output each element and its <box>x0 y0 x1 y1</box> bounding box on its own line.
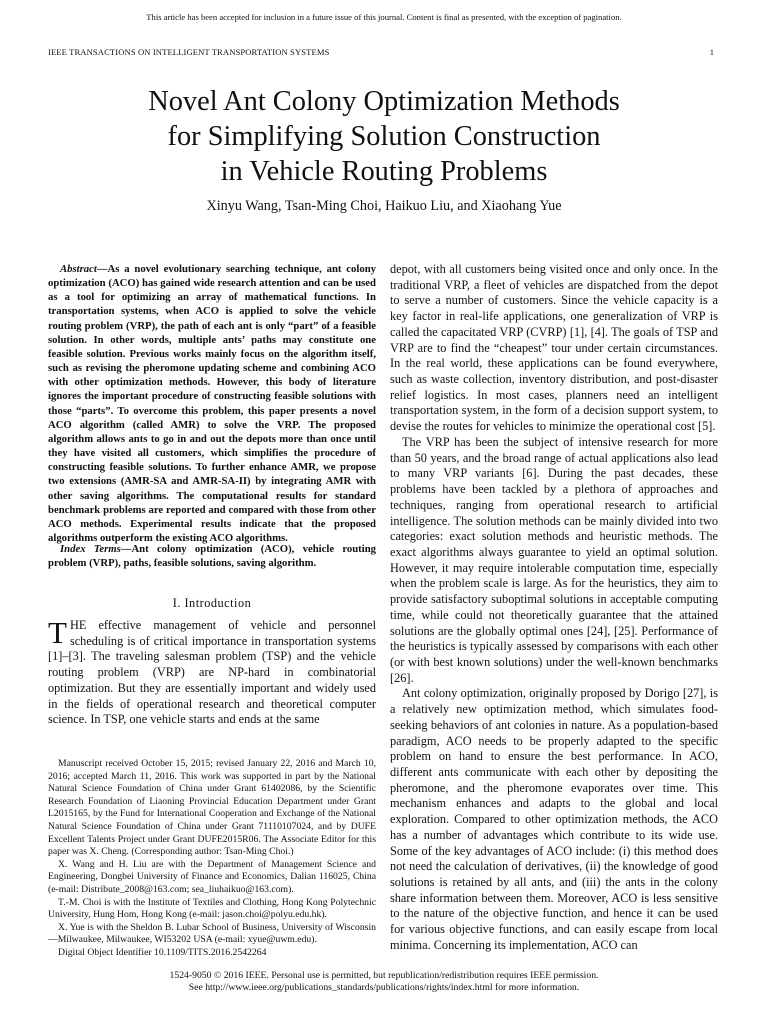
body-paragraph: Ant colony optimization, originally proposed by Dorigo [27], is a relatively new optimization method, which simulates food-seeking behaviors of ant colonies in nature. As a population-based paradigm, ACO needs to be properly adapted to the specific problem on hand to ensure the best performance. In ACO, different ants communicate with each other by depositing the pheromone, and the pheromone evaporates over time. This mechanism enhances and adapts to the global and local exploration. Compared to other optimization methods, the ACO has a number of advantages which contribute to its wide use. Some of the key advantages of ACO include: (i) this method does not need the calculation of derivatives, (ii) the knowledge of good solutions is retained by all ants, and (iii) the ants in the colony share information between them. Moreover, ACO is less sensitive to the nature of the objective function, and hence it can be used for various objective functions, and can easily escape from local minima. Concerning its implementation, ACO can <box>390 686 718 952</box>
author-list: Xinyu Wang, Tsan-Ming Choi, Haikuo Liu, and Xiaohang Yue <box>206 198 562 214</box>
acceptance-note: This article has been accepted for inclusion in a future issue of this journal. Content is final as presented, with the exception of pagination. <box>146 12 622 22</box>
footnote: Digital Object Identifier 10.1109/TITS.2016.2542264 <box>58 946 267 958</box>
journal-running-head: IEEE TRANSACTIONS ON INTELLIGENT TRANSPORTATION SYSTEMS <box>48 47 330 57</box>
abstract-label: Abstract <box>60 263 97 275</box>
footnote: Manuscript received October 15, 2015; revised January 22, 2016 and March 10, 2016; accepted March 11, 2016. This work was supported in part by the National Natural Science Foundation of China under Grant 61402086, by the Scientific Research Foundation of Liaoning Provincial Education Department under Grant L2015165, by the Fund for International Cooperation and Exchange of the National Natural Science Foundation of China under Grant 71110107024, and by DUFE Excellent Talents Project under Grant DUFE2015R06. The Associate Editor for this paper was X. Cheng. (Corresponding author: Tsan-Ming Choi.) <box>48 758 376 858</box>
body-paragraph: The VRP has been the subject of intensive research for more than 50 years, and the broad range of actual applications also lead to many VRP variants [6]. During the past decades, these problems have been tackled by a plethora of approaches and techniques, ranging from operational research to artificial intelligence. The solution methods can be mainly divided into two categories: exact solution methods and heuristic methods. The exact algorithms always guarantee to yield an optimal solution. However, it may require intolerable computation time, especially when the problem scale is large. As for the heuristics, they aim to provide satisfactory suboptimal solutions in acceptable computing time, while could not theoretically guarantee that the attained solutions are the globally optimal ones [24], [25]. Performance of the heuristics is typically assessed by comparisons with each other (or with best known solutions) under the well-known benchmarks [26]. <box>390 434 718 685</box>
title-line: in Vehicle Routing Problems <box>220 156 548 187</box>
section-heading: I. Introduction <box>172 596 252 610</box>
abstract-text: —As a novel evolutionary searching technique, ant colony optimization (ACO) has gained wide research attention and can be used as a tool for optimizing an array of mathematical functions. In transportation systems, when ACO is applied to solve the vehicle routing problem (VRP), the path of each ant is only “part” of a feasible solution. In other words, multiple ants’ paths may constitute one feasible solution. Previous works mainly focus on the algorithm itself, such as revising the pheromone updating scheme and combining ACO with other optimization methods. However, this body of literature ignores the important procedure of constructing feasible solutions with those “parts”. To overcome this problem, this paper presents a novel ACO algorithm (called AMR) to solve the VRP. The proposed algorithm allows ants to go in and out the depots more than once until they have visited all customers, which simplifies the procedure of constructing feasible solutions. To further enhance AMR, we propose two extensions (AMR-SA and AMR-SA-II) by integrating AMR with other saving algorithms. The computational results for standard benchmark problems are reported and compared with those from other ACO methods. Experimental results indicate that the proposed algorithms outperform the existing ACO algorithms. <box>48 263 376 544</box>
title-line: for Simplifying Solution Construction <box>167 121 601 152</box>
paper-title <box>0 84 768 189</box>
index-terms-text: —Ant colony optimization (ACO), vehicle routing problem (VRP), paths, feasible solutions, saving algorithm. <box>48 543 376 570</box>
right-column-body <box>390 262 718 954</box>
copyright-note <box>0 970 768 995</box>
footnotes <box>48 758 376 960</box>
index-terms-label: Index Terms <box>60 543 121 555</box>
title-line: Novel Ant Colony Optimization Methods <box>148 86 620 117</box>
copyright-line: 1524-9050 © 2016 IEEE. Personal use is permitted, but republication/redistribution requires IEEE permission. <box>169 970 599 981</box>
drop-cap: T <box>48 615 67 650</box>
intro-text: HE effective management of vehicle and personnel scheduling is of critical importance in transportation systems [1]–[3]. The traveling salesman problem (TSP) and the vehicle routing problem (VRP) are NP-hard in combinatorial optimization. But they are essentially important and widely used in the fields of operational research and theoretical computer science. In TSP, one vehicle starts and ends at the same <box>48 618 376 727</box>
abstract <box>48 262 376 545</box>
rights-url-line: See http://www.ieee.org/publications_standards/publications/rights/index.html for more information. <box>188 982 580 994</box>
index-terms <box>48 542 376 570</box>
footnote: X. Yue is with the Sheldon B. Lubar School of Business, University of Wisconsin—Milwaukee, Milwaukee, WI53202 USA (e-mail: xyue@uwm.edu). <box>48 921 376 946</box>
body-paragraph: depot, with all customers being visited once and only once. In the traditional VRP, a fleet of vehicles are dispatched from the depot to serve a number of customers. Since the vehicle capacity is a key factor in real-life applications, one generalization of VRP is called the capacitated VRP (CVRP) [1], [4]. The goals of TSP and VRP are to find the “cheapest” tour under certain circumstances. In the real world, these applications can be found everywhere, such as waste collection, inventory distribution, and post-disaster relief logistics. In most cases, planners need an intelligent transportation system, in the form of a decision support system, to devise the routes for vehicles to minimize the operational cost [5]. <box>390 262 718 434</box>
footnote: T.-M. Choi is with the Institute of Textiles and Clothing, Hong Kong Polytechnic University, Hung Hom, Hong Kong (e-mail: jason.choi@polyu.edu.hk). <box>48 896 376 921</box>
page-number: 1 <box>709 47 714 57</box>
footnote: X. Wang and H. Liu are with the Department of Management Science and Engineering, Dongbei University of Finance and Economics, Dalian 116025, China (e-mail: Distribute_2008@163.com; sea_liuhaikuo@163.com). <box>48 858 376 895</box>
introduction-paragraph <box>48 615 376 728</box>
